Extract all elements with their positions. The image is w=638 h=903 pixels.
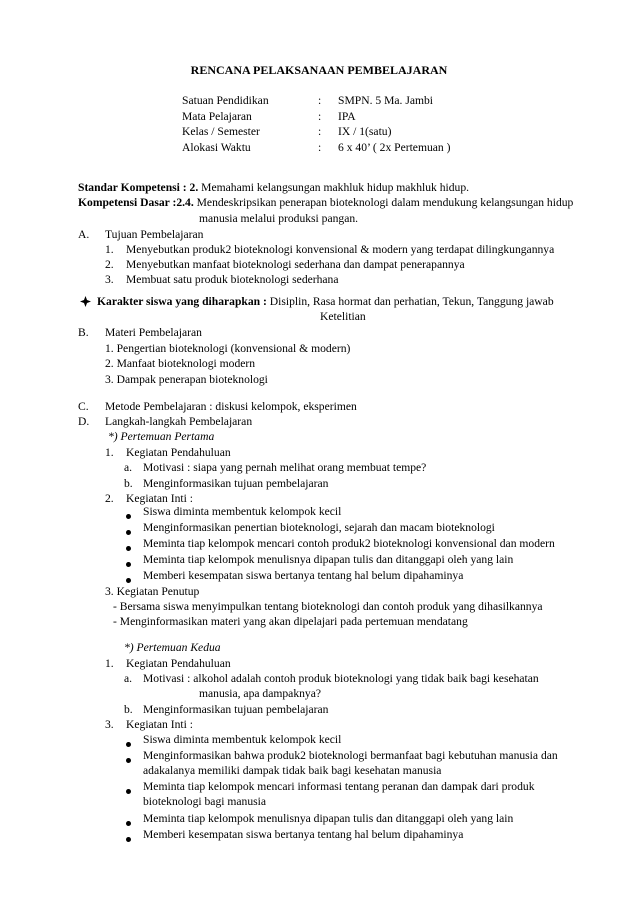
section-letter: B. <box>78 326 89 339</box>
kd-label: Kompetensi Dasar :2.4. <box>78 196 194 209</box>
meeting-heading: *) Pertemuan Kedua <box>124 641 221 654</box>
identity-sep: : <box>318 94 322 107</box>
section-d-title: Langkah-langkah Pembelajaran <box>105 415 253 428</box>
karakter-text: Disiplin, Rasa hormat dan perhatian, Tekun, Tanggung jawab <box>266 295 554 308</box>
identity-label: Satuan Pendidikan <box>182 94 269 107</box>
karakter-label: Karakter siswa yang diharapkan : <box>97 295 267 308</box>
bullet-icon <box>126 557 131 571</box>
sub-item: Motivasi : siapa yang pernah melihat orang membuat tempe? <box>143 461 427 474</box>
closing-item: - Menginformasikan materi yang akan dipelajari pada pertemuan mendatang <box>113 615 468 628</box>
list-item: Membuat satu produk bioteknologi sederhana <box>126 273 339 286</box>
step-title: 3. Kegiatan Penutup <box>105 585 200 598</box>
step-num: 1. <box>105 657 114 670</box>
step-title: Kegiatan Inti : <box>126 492 193 505</box>
sub-item: Menginformasikan tujuan pembelajaran <box>143 703 329 716</box>
identity-value: SMPN. 5 Ma. Jambi <box>338 94 434 107</box>
list-item: 1. Pengertian bioteknologi (konvensional & modern) <box>105 342 351 355</box>
bullet-item: Memberi kesempatan siswa bertanya tentang hal belum dipahaminya <box>143 569 464 582</box>
list-item: Menyebutkan produk2 bioteknologi konvensional & modern yang terdapat dilingkungannya <box>126 243 555 256</box>
section-a-title: Tujuan Pembelajaran <box>105 228 204 241</box>
sub-item: Menginformasikan tujuan pembelajaran <box>143 477 329 490</box>
list-item: 3. Dampak penerapan bioteknologi <box>105 373 268 386</box>
karakter-text-continued: Ketelitian <box>320 310 366 323</box>
section-c-title: Metode Pembelajaran : diskusi kelompok, eksperimen <box>105 400 357 413</box>
bullet-item: Meminta tiap kelompok menulisnya dipapan tulis dan ditanggapi oleh yang lain <box>143 812 514 825</box>
bullet-item: Meminta tiap kelompok mencari contoh produk2 bioteknologi konvensional dan modern <box>143 537 555 550</box>
list-num: 3. <box>105 273 114 286</box>
bullet-item-continued: adakalanya memiliki dampak tidak baik bagi kesehatan manusia <box>143 764 442 777</box>
list-item: 2. Manfaat bioteknologi modern <box>105 357 256 370</box>
bullet-icon <box>126 832 131 846</box>
section-letter: D. <box>78 415 90 428</box>
bullet-icon <box>126 784 131 798</box>
identity-value: IPA <box>338 110 356 123</box>
identity-label: Mata Pelajaran <box>182 110 252 123</box>
identity-label: Alokasi Waktu <box>182 141 251 154</box>
step-num: 2. <box>105 492 114 505</box>
kompetensi-dasar <box>78 196 573 210</box>
step-title: Kegiatan Pendahuluan <box>126 657 231 670</box>
document-title: RENCANA PELAKSANAAN PEMBELAJARAN <box>190 63 448 77</box>
identity-sep: : <box>318 125 322 138</box>
sub-item-continued: manusia, apa dampaknya? <box>199 687 322 700</box>
identity-value: 6 x 40’ ( 2x Pertemuan ) <box>338 141 451 154</box>
sub-letter: b. <box>124 703 133 716</box>
bullet-icon <box>126 541 131 555</box>
bullet-item: Menginformasikan bahwa produk2 bioteknologi bermanfaat bagi kebutuhan manusia dan <box>143 749 558 762</box>
section-b-title: Materi Pembelajaran <box>105 326 202 339</box>
identity-label: Kelas / Semester <box>182 125 260 138</box>
section-letter: C. <box>78 400 89 413</box>
bullet-item: Siswa diminta membentuk kelompok kecil <box>143 733 342 746</box>
bullet-item: Menginformasikan penertian bioteknologi, sejarah dan macam bioteknologi <box>143 521 495 534</box>
step-num: 3. <box>105 718 114 731</box>
bullet-item: Meminta tiap kelompok mencari informasi tentang peranan dan dampak dari produk <box>143 780 535 793</box>
sub-letter: a. <box>124 672 133 685</box>
bullet-icon <box>126 753 131 767</box>
meeting-heading: *) Pertemuan Pertama <box>108 430 215 443</box>
sub-letter: b. <box>124 477 133 490</box>
list-item: Menyebutkan manfaat bioteknologi sederhana dan dampat penerapannya <box>126 258 465 271</box>
step-title: Kegiatan Inti : <box>126 718 193 731</box>
kd-text: Mendeskripsikan penerapan bioteknologi dalam mendukung kelangsungan hidup <box>193 196 574 209</box>
list-num: 2. <box>105 258 114 271</box>
bullet-item: Meminta tiap kelompok menulisnya dipapan tulis dan ditanggapi oleh yang lain <box>143 553 514 566</box>
karakter-line <box>97 295 554 309</box>
identity-sep: : <box>318 141 322 154</box>
bullet-item-continued: bioteknologi bagi manusia <box>143 795 267 808</box>
section-letter: A. <box>78 228 90 241</box>
identity-sep: : <box>318 110 322 123</box>
standar-kompetensi <box>78 181 469 195</box>
diamond-bullet-icon <box>80 296 91 311</box>
sk-label: Standar Kompetensi : 2. <box>78 181 199 194</box>
sub-letter: a. <box>124 461 133 474</box>
identity-value: IX / 1(satu) <box>338 125 392 138</box>
bullet-icon <box>126 509 131 523</box>
list-num: 1. <box>105 243 114 256</box>
bullet-icon <box>126 737 131 751</box>
step-title: Kegiatan Pendahuluan <box>126 446 231 459</box>
sk-text: Memahami kelangsungan makhluk hidup makhluk hidup. <box>198 181 470 194</box>
bullet-icon <box>126 525 131 539</box>
kd-text-continued: manusia melalui produksi pangan. <box>199 212 359 225</box>
closing-item: - Bersama siswa menyimpulkan tentang bioteknologi dan contoh produk yang dihasilkannya <box>113 600 543 613</box>
bullet-icon <box>126 816 131 830</box>
bullet-item: Siswa diminta membentuk kelompok kecil <box>143 505 342 518</box>
bullet-item: Memberi kesempatan siswa bertanya tentang hal belum dipahaminya <box>143 828 464 841</box>
sub-item: Motivasi : alkohol adalah contoh produk bioteknologi yang tidak baik bagi kesehatan <box>143 672 539 685</box>
step-num: 1. <box>105 446 114 459</box>
